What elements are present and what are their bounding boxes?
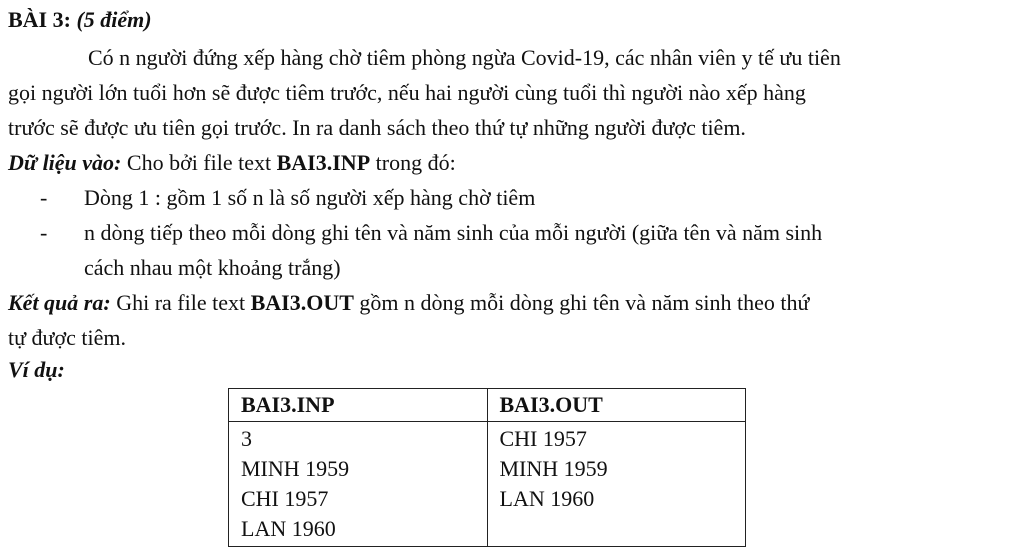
input-section: [8, 145, 456, 180]
bullet-dash: -: [40, 220, 48, 245]
intro-line-1: Có n người đứng xếp hàng chờ tiêm phòng ngừa Covid-19, các nhân viên y tế ưu tiên: [88, 45, 841, 70]
exercise-heading: [8, 2, 152, 37]
table-header-row: [229, 389, 746, 422]
input-text-after: trong đó:: [375, 150, 456, 175]
exercise-points: (5 điểm): [76, 7, 152, 32]
exercise-label: BÀI 3:: [8, 7, 71, 32]
output-label: Kết quả ra:: [8, 290, 111, 315]
table-row: [229, 422, 746, 547]
example-label: Ví dụ:: [8, 357, 65, 382]
bullet-text: Dòng 1 : gồm 1 số n là số người xếp hàng chờ tiêm: [84, 185, 536, 210]
input-line: LAN 1960: [241, 516, 336, 541]
intro-line-2: gọi người lớn tuổi hơn sẽ được tiêm trước, nếu hai người cùng tuổi thì người nào xếp hàng: [8, 80, 806, 105]
output-cell: [487, 422, 746, 547]
input-line: 3: [241, 426, 252, 451]
output-line-2: tự được tiêm.: [8, 325, 126, 350]
output-section: [8, 285, 809, 320]
intro-line-3: trước sẽ được ưu tiên gọi trước. In ra danh sách theo thứ tự những người được tiêm.: [8, 115, 746, 140]
table-header-input: BAI3.INP: [229, 389, 488, 422]
bullet-dash: -: [40, 185, 48, 210]
input-line: MINH 1959: [241, 456, 350, 481]
input-filename: BAI3.INP: [276, 150, 371, 175]
input-bullet-2-continuation: cách nhau một khoảng trắng): [84, 255, 341, 280]
bullet-text: n dòng tiếp theo mỗi dòng ghi tên và năm sinh của mỗi người (giữa tên và năm sinh: [84, 220, 823, 245]
table-header-output: BAI3.OUT: [487, 389, 746, 422]
input-label: Dữ liệu vào:: [8, 150, 122, 175]
output-line: MINH 1959: [499, 456, 608, 481]
output-filename: BAI3.OUT: [250, 290, 354, 315]
example-table: [228, 388, 746, 547]
output-line: CHI 1957: [499, 426, 587, 451]
input-text-before: Cho bởi file text: [126, 150, 272, 175]
output-text-before: Ghi ra file text: [116, 290, 246, 315]
output-line: LAN 1960: [499, 486, 595, 511]
output-text-after: gồm n dòng mỗi dòng ghi tên và năm sinh theo thứ: [359, 290, 810, 315]
input-cell: [229, 422, 488, 547]
input-line: CHI 1957: [241, 486, 329, 511]
